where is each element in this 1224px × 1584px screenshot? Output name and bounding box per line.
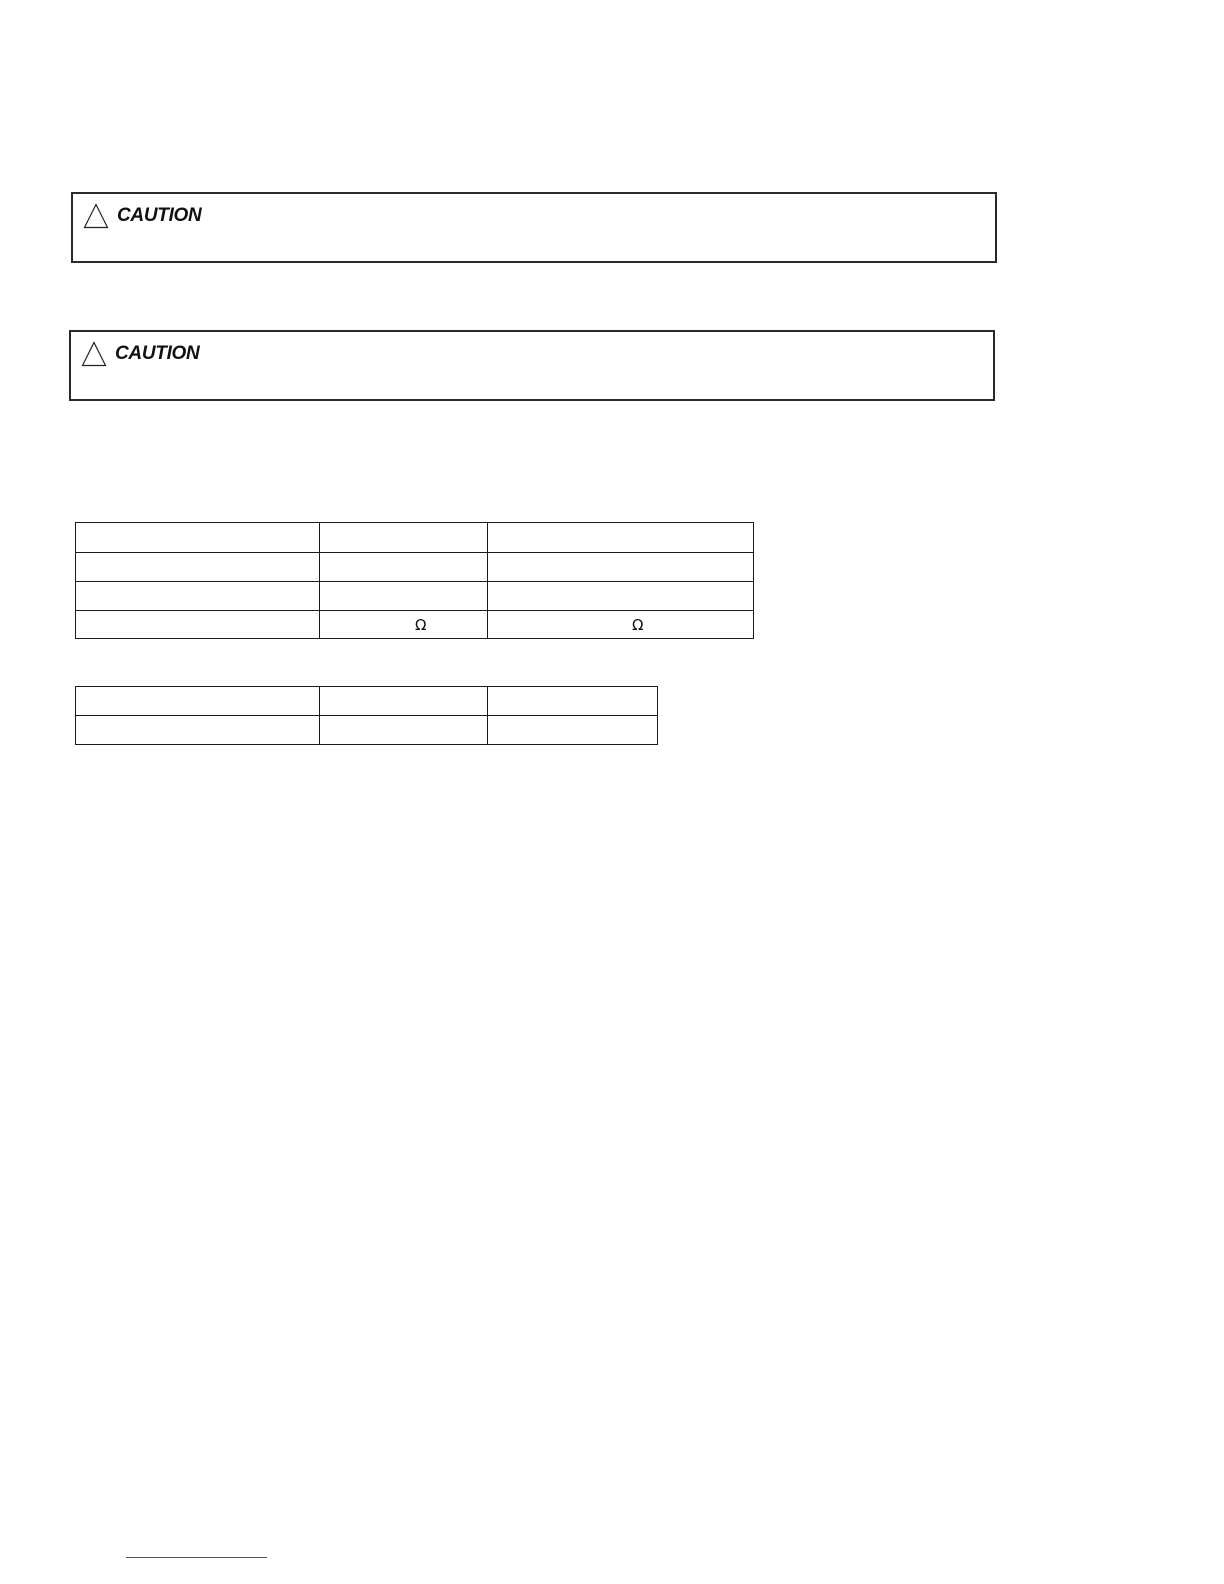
table-row (76, 582, 754, 611)
table-row (76, 611, 754, 639)
table-cell (76, 523, 320, 553)
ohm-unit: Ω (632, 615, 644, 634)
table-cell (488, 582, 754, 611)
table-row (76, 523, 754, 553)
table-row (76, 716, 658, 745)
warning-triangle-icon (83, 203, 109, 229)
caution-heading (83, 203, 201, 229)
table-cell (76, 687, 320, 716)
footer-divider (126, 1557, 267, 1558)
warning-triangle-icon (81, 341, 107, 367)
table-cell (320, 687, 488, 716)
table-cell (320, 611, 488, 639)
caution-heading (81, 341, 199, 367)
caution-box-2 (69, 330, 995, 401)
table-cell (76, 716, 320, 745)
table-row (76, 553, 754, 582)
secondary-table (75, 686, 658, 745)
table-cell (76, 553, 320, 582)
table-cell (76, 611, 320, 639)
table-cell (488, 611, 754, 639)
spec-table (75, 522, 754, 639)
table-cell (320, 553, 488, 582)
caution-label: CAUTION (115, 343, 200, 364)
table-cell (320, 523, 488, 553)
table-cell (488, 523, 754, 553)
table-row (76, 687, 658, 716)
table-cell (488, 716, 658, 745)
table-cell (488, 553, 754, 582)
table-cell (320, 716, 488, 745)
caution-label: CAUTION (117, 205, 202, 226)
table-cell (488, 687, 658, 716)
caution-box-1 (71, 192, 997, 263)
ohm-unit: Ω (415, 615, 427, 634)
table-cell (320, 582, 488, 611)
table-cell (76, 582, 320, 611)
